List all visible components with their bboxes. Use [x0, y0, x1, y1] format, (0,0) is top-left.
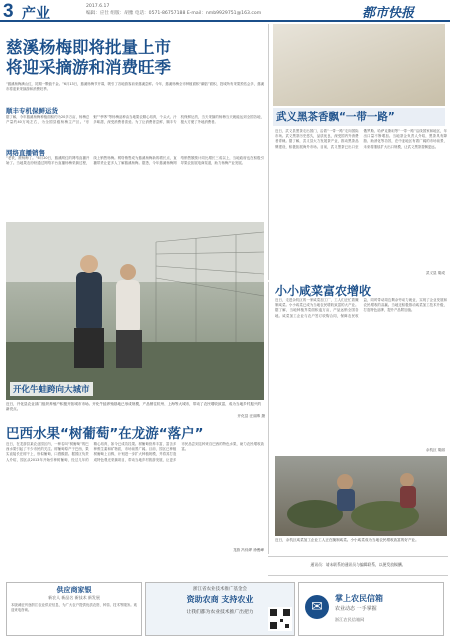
ad-suppliers-title: 供应商家银	[56, 586, 92, 594]
ad-suppliers-text: 本版诚征刊登浙江农业供应信息，为广大农户提供优质农资、种苗、技术等服务。欢迎来电咨询。	[11, 603, 137, 613]
grapes-body: 近日，在龙游县某农业园区内，一种名叫“树葡萄”的巴西水果引起了不少市民的关注。树葡萄原产于巴西，果实直接长在树干上，形似葡萄，口感酸甜。据园区负责人介绍，园区从2013年开始引种树葡萄，经过几年的精心培育，如今已成功挂果。树葡萄营养丰富，富含多种维生素和矿物质，市场前景广阔。目前，园区已种植树葡萄上百株，计划进一步扩大种植规模，并将其打造成特色观光采摘项目，带动当地乡村旅游发展，让更多市民品尝到这种来自巴西的特色水果，助力农民增收致富。	[6, 442, 264, 462]
grapes-title: 巴西水果“树葡萄”在龙游“落户”	[6, 426, 204, 442]
ad-mail-line2: 农业动态 一手掌握	[335, 606, 377, 612]
ad-mail-line1: 掌上农民信箱	[335, 594, 383, 603]
ad-foundation-line2: 资助农商 支持农业	[186, 595, 254, 604]
ad-foundation	[145, 582, 295, 636]
grapes-credit: 龙游 冯伟烨 徐俊峰	[232, 548, 264, 552]
lead-subhead-1: 顺丰专机保鲜运货	[6, 107, 58, 115]
lead-title-2: 将迎采摘游和消费旺季	[6, 58, 171, 77]
mail-logo-icon: ✉	[305, 595, 329, 619]
farm-photo-illustration	[6, 222, 264, 400]
section-name: 产业	[22, 6, 50, 22]
lead-intro: “慈溪杨梅满山红，初期一颗值千金。”6月13日，慈溪杨梅节开幕，吸引了各地游客前来慈溪尝鲜。今年，慈溪杨梅全市种植面积“翻倍”面积，投城所有采果预估会多，慈溪市将迎来采摘游和消费旺季。	[6, 82, 264, 92]
tea-credit: 武义县 胡成	[425, 271, 445, 275]
pickle-photo-caption: 近日，余杭区咸菜加工企业工人正在腌制咸菜。小小咸菜成为当地农民增收致富的好产业。	[275, 538, 419, 542]
main-photo	[6, 222, 264, 400]
photo-title: 开化牛蛙跨向大城市	[10, 382, 93, 396]
ad-foundation-line1: 浙江省农业技术推广基金会	[193, 587, 247, 592]
ad-suppliers	[6, 582, 142, 636]
notice-text: 通讯员：请未联系的通讯员与编辑联系，以便发放稿酬。	[310, 562, 406, 567]
photo-caption: 近日，开化县农业部门组织养殖户积极开拓城市市场。开化牛蛙养殖基地已形成规模，产品销往杭州、上海等大城市，带动了农民增收致富，成为当地乡村振兴的新亮点。	[6, 402, 262, 412]
tea-body: 近日，武义县黑茶走出国门，沿着“一带一路”走向国际市场。武义黑茶历史悠久，品质优良，深受国内外消费者青睐。据了解，武义县大力发展茶产业，推动黑茶品牌建设，积极拓展海外市场。目前，武义黑茶已出口至俄罗斯、哈萨克斯坦等“一带一路”沿线国家和地区，年出口量不断增加。当地茶企负责人介绍，黑茶具有降脂、助消化等功效，在中亚地区有着广阔的市场前景，未来将继续扩大出口规模，让武义黑茶香飘更远。	[275, 129, 447, 149]
tea-story	[268, 24, 448, 280]
header-meta	[86, 3, 261, 17]
pickle-credit: 余杭区 胡丽	[425, 448, 445, 452]
lead-subhead-2: 网络直播销售	[6, 149, 45, 157]
notice-strip	[268, 556, 448, 576]
tea-photo-area	[273, 24, 445, 106]
grapes-story	[6, 422, 264, 554]
ad-mail-line3: 浙江农民信箱网	[335, 617, 365, 622]
photo-credit: 开化县 汪丽珠 摄	[237, 414, 265, 418]
header-contact: 编辑：应仕 组版：胡雅 电话：0571-86757188 E-mail：nmb9929751@163.com	[86, 11, 262, 16]
pickle-photo	[275, 456, 447, 536]
lead-body-1: 据了解，今年慈溪杨梅种植面积约为20多万亩，杨梅总产量约40万吨左右，为全国县级杨梅主产区。“东魁”“荸荠”等杨梅品种由当地果农精心培育，个头大、汁多味甜，深受消费者喜爱。为了让消费者尝鲜，顺丰专机保鲜运货，当天采摘的杨梅当天就能运到全国各地，极大方便了外地消费者。	[6, 115, 264, 125]
pickle-title: 小小咸菜富农增收	[275, 284, 372, 298]
lead-body-2: “老铁，撩杨梅了。”6月20日，慈溪网红的网络直播开始了。当地果农纷纷通过网络平台直播杨梅采摘过程，线上销售杨梅。网络销售成为慈溪杨梅新的增长点，直播带货让更多人了解慈溪杨梅。据悉，今年慈溪杨梅网络销售额预计同比增长三成以上，当地政府也在积极引导果农拓展电商渠道，助力杨梅产业发展。	[6, 156, 264, 166]
pickle-body: 近日，走进余杭区的一家咸菜加工厂，工人们正忙着腌制咸菜。小小咸菜已成为当地农民增收致富的大产业。据了解，当地种植芥菜面积逾万亩，产品远销全国各地。咸菜加工企业与农户签订收购合同，保障农民收益，同时带动周边剩余劳动力就业，实现了企业发展和农民增收的双赢。当地还积极推动咸菜加工技术升级，打造特色品牌，提升产品附加值。	[275, 298, 447, 318]
ad-farmer-mail	[298, 582, 444, 636]
ad-suppliers-sub: 新农人 新品名 新技术 新发展	[48, 595, 100, 600]
page-header	[0, 0, 450, 22]
qr-code-icon	[268, 607, 292, 631]
paper-name: 都市快报	[362, 6, 415, 21]
header-date: 2017.6.17	[86, 4, 110, 9]
page-number: 3	[3, 1, 14, 22]
pickle-photo-illustration	[275, 456, 447, 536]
lead-headline	[6, 38, 256, 78]
ad-foundation-line3: 让我们都为农业技术推广出把力	[186, 610, 254, 615]
tea-title: 武义黑茶香飘“一带一路”	[276, 111, 395, 123]
tea-title-bar	[273, 108, 445, 126]
lead-title-1: 慈溪杨梅即将批量上市	[6, 38, 171, 57]
pickle-story	[268, 282, 448, 554]
